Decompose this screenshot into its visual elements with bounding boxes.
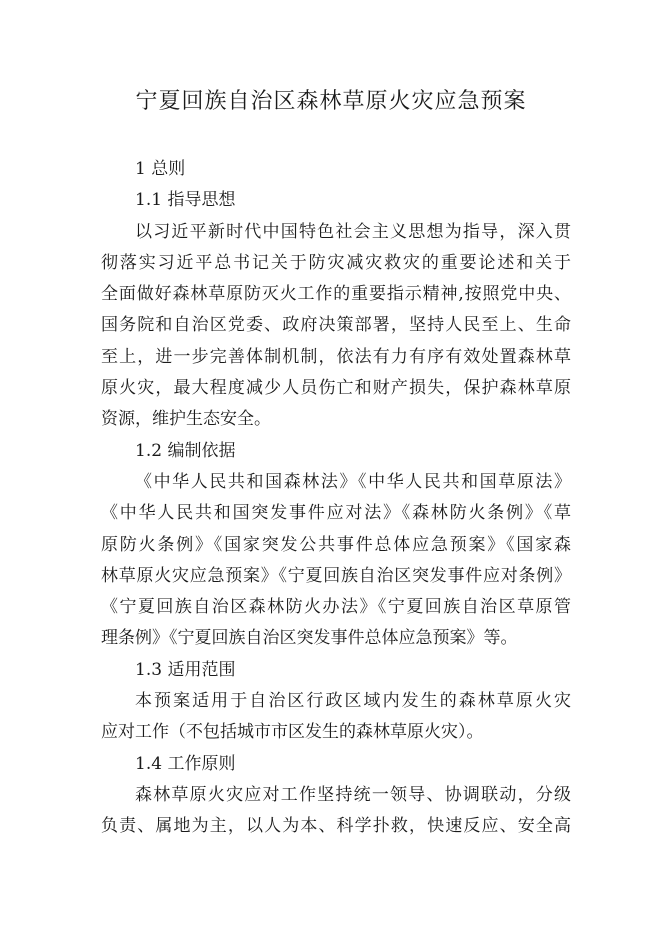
paragraph-line: 《中华人民共和国突发事件应对法》《森林防火条例》《草 (101, 503, 571, 524)
section-heading-1-4: 1.4 工作原则 (135, 753, 236, 774)
section-heading-1: 1 总则 (135, 159, 186, 179)
paragraph-line: 森林草原火灾应对工作坚持统一领导、协调联动，分级 (135, 784, 571, 805)
paragraph-line: 资源，维护生态安全。 (101, 409, 271, 430)
section-heading-1-1: 1.1 指导思想 (135, 190, 236, 211)
section-heading-1-2: 1.2 编制依据 (135, 440, 236, 461)
paragraph-line: 应对工作（不包括城市市区发生的森林草原火灾）。 (101, 722, 484, 743)
document-body (101, 154, 571, 843)
paragraph-line: 以习近平新时代中国特色社会主义思想为指导，深入贯 (135, 221, 571, 242)
paragraph-line: 国务院和自治区党委、政府决策部署，坚持人民至上、生命 (101, 315, 571, 336)
paragraph-line: 理条例》《宁夏回族自治区突发事件总体应急预案》等。 (101, 628, 518, 649)
paragraph-line: 全面做好森林草原防灭火工作的重要指示精神,按照党中央、 (101, 284, 571, 305)
paragraph-line: 负责、属地为主，以人为本、科学扑救，快速反应、安全高 (101, 816, 571, 837)
document-title: 宁夏回族自治区森林草原火灾应急预案 (135, 89, 527, 114)
paragraph-line: 《中华人民共和国森林法》《中华人民共和国草原法》 (135, 471, 571, 492)
paragraph-line: 原火灾，最大程度减少人员伤亡和财产损失，保护森林草原 (101, 378, 571, 399)
paragraph-line: 至上，进一步完善体制机制，依法有力有序有效处置森林草 (101, 346, 571, 367)
paragraph-line: 原防火条例》《国家突发公共事件总体应急预案》《国家森 (101, 534, 571, 555)
paragraph-line: 林草原火灾应急预案》《宁夏回族自治区突发事件应对条例》 (101, 565, 571, 586)
paragraph-line: 彻落实习近平总书记关于防灾减灾救灾的重要论述和关于 (101, 252, 571, 273)
paragraph-line: 《宁夏回族自治区森林防火办法》《宁夏回族自治区草原管 (101, 597, 571, 618)
paragraph-line: 本预案适用于自治区行政区域内发生的森林草原火灾 (135, 691, 571, 712)
section-heading-1-3: 1.3 适用范围 (135, 659, 236, 680)
